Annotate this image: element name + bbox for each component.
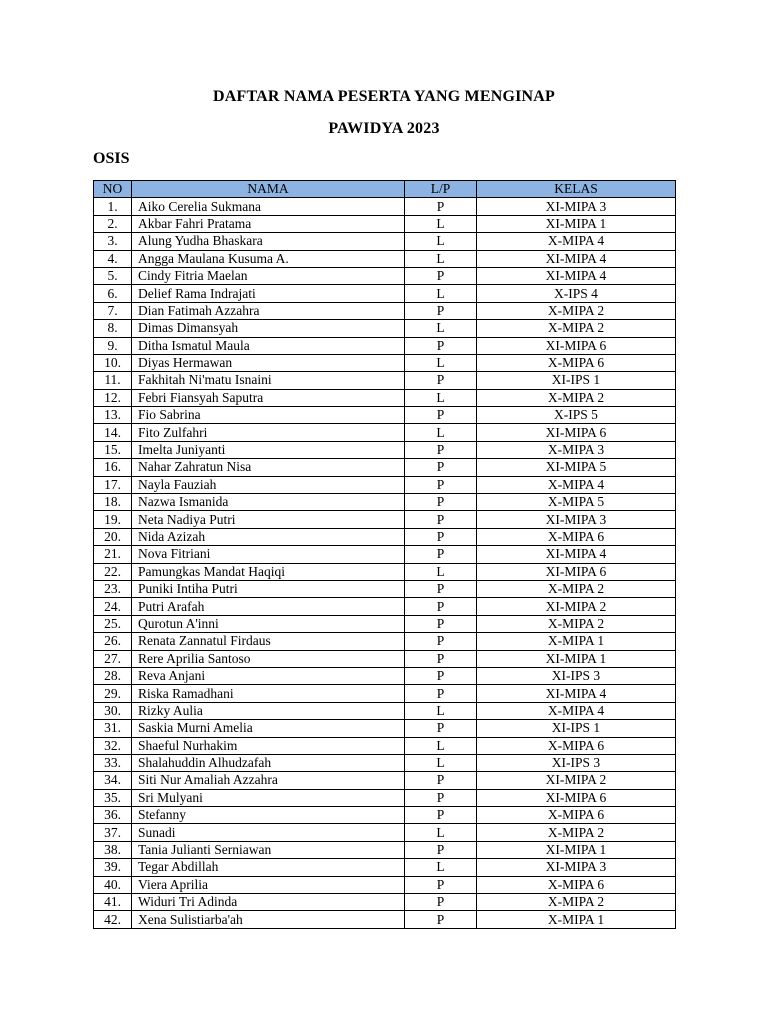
participant-name: Febri Fiansyah Saputra bbox=[132, 389, 405, 406]
participant-class: X-MIPA 3 bbox=[477, 441, 676, 458]
participant-class: XI-MIPA 1 bbox=[477, 650, 676, 667]
participant-name: Rizky Aulia bbox=[132, 702, 405, 719]
table-row bbox=[94, 233, 676, 250]
participant-name: Putri Arafah bbox=[132, 598, 405, 615]
participant-name: Stefanny bbox=[132, 807, 405, 824]
table-row bbox=[94, 285, 676, 302]
participant-class: X-IPS 4 bbox=[477, 285, 676, 302]
row-number: 12. bbox=[94, 389, 132, 406]
row-number: 33. bbox=[94, 754, 132, 771]
table-row bbox=[94, 302, 676, 319]
participant-class: X-MIPA 1 bbox=[477, 633, 676, 650]
participant-gender: P bbox=[405, 650, 477, 667]
participant-gender: P bbox=[405, 198, 477, 215]
participant-name: Delief Rama Indrajati bbox=[132, 285, 405, 302]
participant-class: XI-MIPA 6 bbox=[477, 563, 676, 580]
table-row bbox=[94, 250, 676, 267]
participant-gender: P bbox=[405, 598, 477, 615]
participant-class: XI-MIPA 6 bbox=[477, 337, 676, 354]
participant-name: Alung Yudha Bhaskara bbox=[132, 233, 405, 250]
participant-class: X-IPS 5 bbox=[477, 407, 676, 424]
participant-class: XI-MIPA 3 bbox=[477, 859, 676, 876]
participant-name: Shaeful Nurhakim bbox=[132, 737, 405, 754]
participant-gender: L bbox=[405, 754, 477, 771]
table-row bbox=[94, 563, 676, 580]
row-number: 10. bbox=[94, 354, 132, 371]
row-number: 24. bbox=[94, 598, 132, 615]
participant-gender: P bbox=[405, 494, 477, 511]
row-number: 39. bbox=[94, 859, 132, 876]
table-row bbox=[94, 650, 676, 667]
row-number: 15. bbox=[94, 441, 132, 458]
row-number: 7. bbox=[94, 302, 132, 319]
row-number: 11. bbox=[94, 372, 132, 389]
participant-gender: P bbox=[405, 667, 477, 684]
participant-name: Angga Maulana Kusuma A. bbox=[132, 250, 405, 267]
participant-gender: P bbox=[405, 789, 477, 806]
table-body bbox=[94, 198, 676, 928]
participant-gender: P bbox=[405, 685, 477, 702]
participant-gender: P bbox=[405, 511, 477, 528]
participant-name: Nazwa Ismanida bbox=[132, 494, 405, 511]
table-row bbox=[94, 737, 676, 754]
participant-class: X-MIPA 6 bbox=[477, 354, 676, 371]
row-number: 19. bbox=[94, 511, 132, 528]
table-row bbox=[94, 859, 676, 876]
row-number: 27. bbox=[94, 650, 132, 667]
participant-class: X-MIPA 1 bbox=[477, 911, 676, 928]
row-number: 5. bbox=[94, 267, 132, 284]
participant-gender: P bbox=[405, 894, 477, 911]
row-number: 25. bbox=[94, 615, 132, 632]
row-number: 28. bbox=[94, 667, 132, 684]
participant-gender: L bbox=[405, 737, 477, 754]
table-row bbox=[94, 198, 676, 215]
table-row bbox=[94, 911, 676, 928]
participant-name: Widuri Tri Adinda bbox=[132, 894, 405, 911]
participant-class: XI-MIPA 5 bbox=[477, 459, 676, 476]
participant-name: Pamungkas Mandat Haqiqi bbox=[132, 563, 405, 580]
participant-name: Puniki Intiha Putri bbox=[132, 580, 405, 597]
participant-gender: L bbox=[405, 250, 477, 267]
row-number: 21. bbox=[94, 546, 132, 563]
participant-gender: P bbox=[405, 772, 477, 789]
row-number: 20. bbox=[94, 528, 132, 545]
participant-class: XI-IPS 3 bbox=[477, 754, 676, 771]
table-row bbox=[94, 267, 676, 284]
participant-gender: P bbox=[405, 546, 477, 563]
participant-name: Fito Zulfahri bbox=[132, 424, 405, 441]
table-row bbox=[94, 580, 676, 597]
participant-name: Sunadi bbox=[132, 824, 405, 841]
table-row bbox=[94, 407, 676, 424]
participant-gender: P bbox=[405, 876, 477, 893]
participant-class: XI-MIPA 4 bbox=[477, 685, 676, 702]
table-row bbox=[94, 459, 676, 476]
participant-name: Rere Aprilia Santoso bbox=[132, 650, 405, 667]
participant-name: Nida Azizah bbox=[132, 528, 405, 545]
table-row bbox=[94, 424, 676, 441]
participant-class: XI-MIPA 4 bbox=[477, 546, 676, 563]
table-row bbox=[94, 772, 676, 789]
row-number: 37. bbox=[94, 824, 132, 841]
table-row bbox=[94, 789, 676, 806]
participant-name: Nahar Zahratun Nisa bbox=[132, 459, 405, 476]
column-header-nama: NAMA bbox=[132, 181, 405, 198]
participant-name: Cindy Fitria Maelan bbox=[132, 267, 405, 284]
participant-class: XI-IPS 1 bbox=[477, 720, 676, 737]
row-number: 9. bbox=[94, 337, 132, 354]
participant-gender: P bbox=[405, 911, 477, 928]
participant-gender: L bbox=[405, 354, 477, 371]
table-row bbox=[94, 337, 676, 354]
row-number: 30. bbox=[94, 702, 132, 719]
row-number: 4. bbox=[94, 250, 132, 267]
participant-gender: P bbox=[405, 841, 477, 858]
participant-name: Dimas Dimansyah bbox=[132, 320, 405, 337]
participant-gender: P bbox=[405, 528, 477, 545]
participant-class: X-MIPA 2 bbox=[477, 615, 676, 632]
row-number: 14. bbox=[94, 424, 132, 441]
document-subtitle: PAWIDYA 2023 bbox=[328, 120, 440, 137]
participant-gender: L bbox=[405, 285, 477, 302]
row-number: 13. bbox=[94, 407, 132, 424]
participant-class: XI-IPS 1 bbox=[477, 372, 676, 389]
table-row bbox=[94, 320, 676, 337]
table-row bbox=[94, 667, 676, 684]
table-row bbox=[94, 511, 676, 528]
participant-gender: P bbox=[405, 441, 477, 458]
participant-class: XI-MIPA 4 bbox=[477, 250, 676, 267]
row-number: 34. bbox=[94, 772, 132, 789]
section-heading: OSIS bbox=[93, 150, 130, 167]
participant-gender: P bbox=[405, 337, 477, 354]
participant-class: X-MIPA 4 bbox=[477, 476, 676, 493]
participant-class: X-MIPA 2 bbox=[477, 894, 676, 911]
participant-class: XI-MIPA 2 bbox=[477, 772, 676, 789]
table-row bbox=[94, 389, 676, 406]
row-number: 23. bbox=[94, 580, 132, 597]
participant-name: Aiko Cerelia Sukmana bbox=[132, 198, 405, 215]
participant-name: Viera Aprilia bbox=[132, 876, 405, 893]
row-number: 26. bbox=[94, 633, 132, 650]
participant-gender: L bbox=[405, 563, 477, 580]
column-header-kelas: KELAS bbox=[477, 181, 676, 198]
participant-name: Fio Sabrina bbox=[132, 407, 405, 424]
participant-name: Neta Nadiya Putri bbox=[132, 511, 405, 528]
participant-gender: P bbox=[405, 476, 477, 493]
row-number: 42. bbox=[94, 911, 132, 928]
table-row bbox=[94, 720, 676, 737]
participant-class: X-MIPA 4 bbox=[477, 702, 676, 719]
participant-name: Siti Nur Amaliah Azzahra bbox=[132, 772, 405, 789]
participant-class: XI-MIPA 6 bbox=[477, 424, 676, 441]
participant-gender: P bbox=[405, 302, 477, 319]
participant-class: X-MIPA 6 bbox=[477, 807, 676, 824]
participant-class: XI-MIPA 3 bbox=[477, 198, 676, 215]
participant-gender: L bbox=[405, 389, 477, 406]
participant-class: X-MIPA 6 bbox=[477, 528, 676, 545]
table-row bbox=[94, 528, 676, 545]
participant-name: Nayla Fauziah bbox=[132, 476, 405, 493]
table-row bbox=[94, 685, 676, 702]
row-number: 36. bbox=[94, 807, 132, 824]
participant-gender: P bbox=[405, 633, 477, 650]
participant-class: XI-IPS 3 bbox=[477, 667, 676, 684]
participant-name: Tania Julianti Serniawan bbox=[132, 841, 405, 858]
participant-gender: L bbox=[405, 215, 477, 232]
participant-name: Shalahuddin Alhudzafah bbox=[132, 754, 405, 771]
row-number: 1. bbox=[94, 198, 132, 215]
participant-class: XI-MIPA 6 bbox=[477, 789, 676, 806]
participant-name: Qurotun A'inni bbox=[132, 615, 405, 632]
participant-name: Dian Fatimah Azzahra bbox=[132, 302, 405, 319]
row-number: 2. bbox=[94, 215, 132, 232]
participant-name: Nova Fitriani bbox=[132, 546, 405, 563]
participant-name: Tegar Abdillah bbox=[132, 859, 405, 876]
participant-class: X-MIPA 2 bbox=[477, 824, 676, 841]
row-number: 18. bbox=[94, 494, 132, 511]
participant-gender: P bbox=[405, 459, 477, 476]
participant-gender: L bbox=[405, 702, 477, 719]
participant-gender: P bbox=[405, 615, 477, 632]
participant-gender: P bbox=[405, 372, 477, 389]
row-number: 3. bbox=[94, 233, 132, 250]
row-number: 6. bbox=[94, 285, 132, 302]
participant-gender: L bbox=[405, 824, 477, 841]
participant-class: X-MIPA 2 bbox=[477, 320, 676, 337]
row-number: 40. bbox=[94, 876, 132, 893]
participant-gender: P bbox=[405, 720, 477, 737]
participant-name: Xena Sulistiarba'ah bbox=[132, 911, 405, 928]
participant-gender: L bbox=[405, 233, 477, 250]
participant-table bbox=[93, 180, 676, 929]
participant-class: X-MIPA 2 bbox=[477, 389, 676, 406]
participant-class: X-MIPA 6 bbox=[477, 737, 676, 754]
row-number: 17. bbox=[94, 476, 132, 493]
table-header bbox=[94, 181, 676, 198]
participant-class: X-MIPA 2 bbox=[477, 580, 676, 597]
participant-class: X-MIPA 2 bbox=[477, 302, 676, 319]
table-header-row bbox=[94, 181, 676, 198]
document-title: DAFTAR NAMA PESERTA YANG MENGINAP bbox=[212, 88, 556, 105]
participant-name: Ditha Ismatul Maula bbox=[132, 337, 405, 354]
table-row bbox=[94, 494, 676, 511]
table-row bbox=[94, 824, 676, 841]
participant-gender: P bbox=[405, 807, 477, 824]
participant-gender: L bbox=[405, 859, 477, 876]
participant-gender: P bbox=[405, 267, 477, 284]
row-number: 35. bbox=[94, 789, 132, 806]
row-number: 38. bbox=[94, 841, 132, 858]
participant-class: X-MIPA 4 bbox=[477, 233, 676, 250]
row-number: 31. bbox=[94, 720, 132, 737]
participant-gender: L bbox=[405, 320, 477, 337]
participant-name: Fakhitah Ni'matu Isnaini bbox=[132, 372, 405, 389]
row-number: 41. bbox=[94, 894, 132, 911]
participant-name: Reva Anjani bbox=[132, 667, 405, 684]
participant-name: Diyas Hermawan bbox=[132, 354, 405, 371]
table-row bbox=[94, 841, 676, 858]
participant-class: XI-MIPA 1 bbox=[477, 841, 676, 858]
participant-gender: L bbox=[405, 424, 477, 441]
table-row bbox=[94, 546, 676, 563]
participant-name: Riska Ramadhani bbox=[132, 685, 405, 702]
row-number: 22. bbox=[94, 563, 132, 580]
table-row bbox=[94, 441, 676, 458]
row-number: 8. bbox=[94, 320, 132, 337]
column-header-lp: L/P bbox=[405, 181, 477, 198]
table-row bbox=[94, 894, 676, 911]
table-row bbox=[94, 598, 676, 615]
table-row bbox=[94, 754, 676, 771]
table-row bbox=[94, 615, 676, 632]
table-row bbox=[94, 633, 676, 650]
participant-name: Sri Mulyani bbox=[132, 789, 405, 806]
participant-class: XI-MIPA 4 bbox=[477, 267, 676, 284]
table-row bbox=[94, 876, 676, 893]
participant-class: XI-MIPA 2 bbox=[477, 598, 676, 615]
column-header-no: NO bbox=[94, 181, 132, 198]
table-row bbox=[94, 702, 676, 719]
participant-class: XI-MIPA 3 bbox=[477, 511, 676, 528]
participant-name: Imelta Juniyanti bbox=[132, 441, 405, 458]
participant-gender: P bbox=[405, 407, 477, 424]
participant-name: Akbar Fahri Pratama bbox=[132, 215, 405, 232]
table-row bbox=[94, 215, 676, 232]
table-row bbox=[94, 372, 676, 389]
participant-class: XI-MIPA 1 bbox=[477, 215, 676, 232]
table-row bbox=[94, 354, 676, 371]
participant-name: Saskia Murni Amelia bbox=[132, 720, 405, 737]
participant-gender: P bbox=[405, 580, 477, 597]
participant-name: Renata Zannatul Firdaus bbox=[132, 633, 405, 650]
table-row bbox=[94, 476, 676, 493]
row-number: 29. bbox=[94, 685, 132, 702]
table-row bbox=[94, 807, 676, 824]
participant-class: X-MIPA 6 bbox=[477, 876, 676, 893]
row-number: 32. bbox=[94, 737, 132, 754]
row-number: 16. bbox=[94, 459, 132, 476]
participant-class: X-MIPA 5 bbox=[477, 494, 676, 511]
